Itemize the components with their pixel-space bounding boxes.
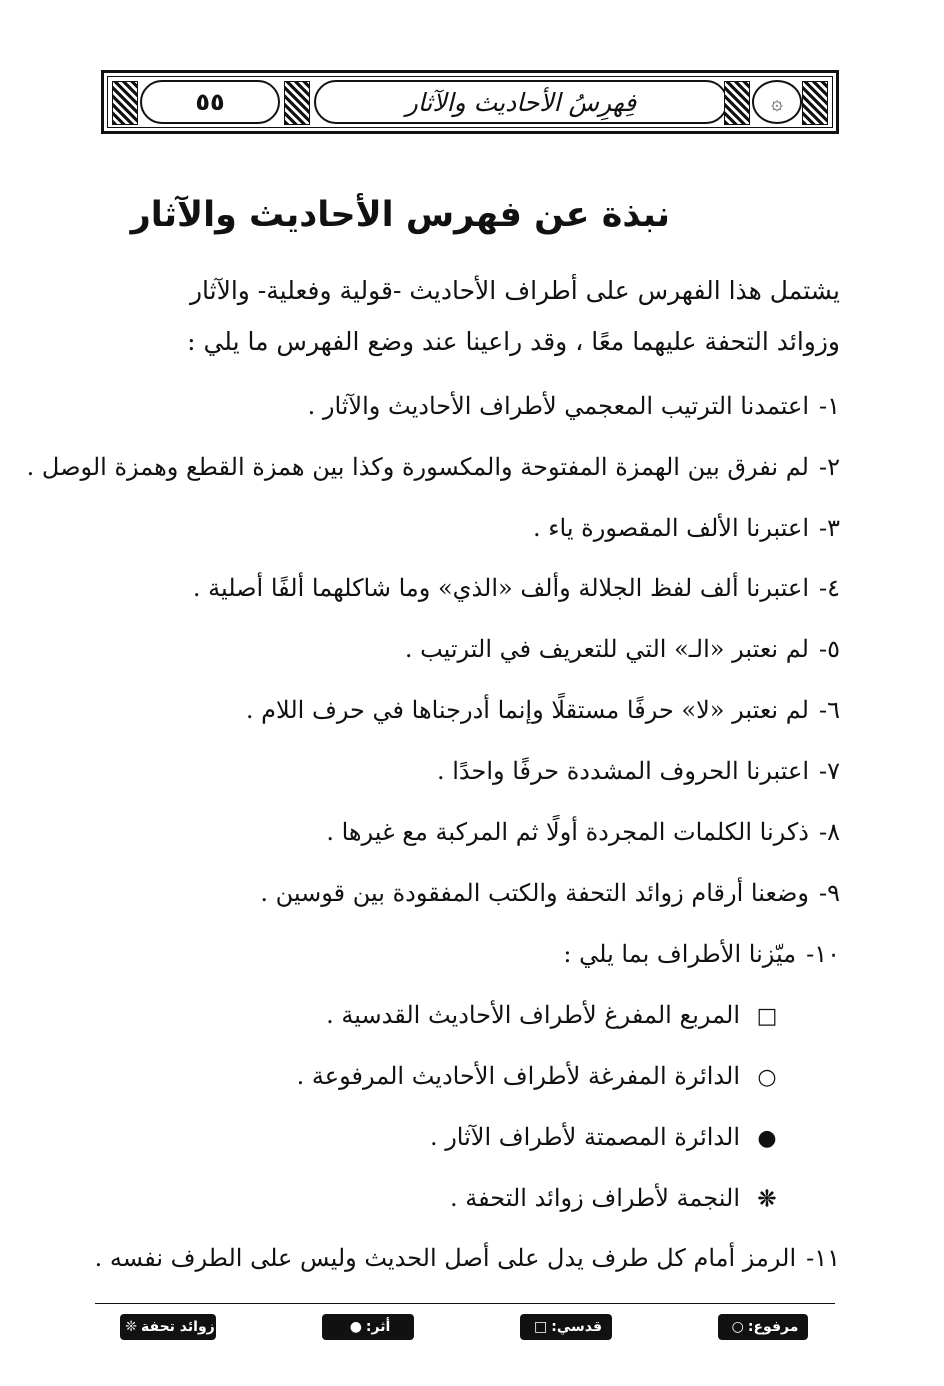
rule-item: ٢-لم نفرق بين الهمزة المفتوحة والمكسورة وكذا بين همزة القطع وهمزة الوصل . <box>26 453 840 481</box>
page-number-cartouche <box>140 80 280 124</box>
footer-divider <box>95 1303 835 1304</box>
empty-circle-icon: ○ <box>731 1319 744 1335</box>
rule-item: ١-اعتمدنا الترتيب المعجمي لأطراف الأحاديث والآثار . <box>307 392 840 420</box>
symbol-legend-item: ❊النجمة لأطراف زوائد التحفة . <box>180 1178 780 1218</box>
page-title: نبذة عن فهرس الأحاديث والآثار <box>130 195 670 235</box>
running-header <box>101 70 839 134</box>
rule-item: ١٠-ميّزنا الأطراف بما يلي : <box>563 940 840 968</box>
rule-item: ٤-اعتبرنا ألف لفظ الجلالة وألف «الذي» وما شاكلهما ألفًا أصلية . <box>192 574 840 602</box>
empty-circle-icon: ○ <box>757 1064 777 1090</box>
symbol-legend-item: ○الدائرة المفرغة لأطراف الأحاديث المرفوعة . <box>180 1056 780 1096</box>
running-title: فِهرِسُ الأحاديث والآثار <box>405 87 637 117</box>
page-number: ٥٥ <box>195 88 225 116</box>
ornament-right-inner <box>724 81 750 125</box>
rule-item: ٧-اعتبرنا الحروف المشددة حرفًا واحدًا . <box>436 757 840 785</box>
filled-circle-icon: ● <box>757 1125 777 1151</box>
book-emblem-icon: ۞ <box>771 90 783 114</box>
intro-line-1: يشتمل هذا الفهرس على أطراف الأحاديث -قولية وفعلية- والآثار <box>189 276 840 305</box>
symbol-legend-item: □المربع المفرغ لأطراف الأحاديث القدسية . <box>180 995 780 1035</box>
book-emblem <box>752 80 802 124</box>
star-icon: ❊ <box>757 1186 777 1212</box>
footer-legend-qudsi: قدسي: □ <box>520 1314 612 1340</box>
rule-item: ١١-الرمز أمام كل طرف يدل على أصل الحديث وليس على الطرف نفسه . <box>94 1244 840 1272</box>
footer-legend-zawaid: زوائد تحفة ❊ <box>120 1314 216 1340</box>
rule-item: ٩-وضعنا أرقام زوائد التحفة والكتب المفقودة بين قوسين . <box>260 879 840 907</box>
ornament-left-inner <box>284 81 310 125</box>
rule-item: ٨-ذكرنا الكلمات المجردة أولًا ثم المركبة مع غيرها . <box>326 818 840 846</box>
intro-line-2: وزوائد التحفة عليهما معًا ، وقد راعينا عند وضع الفهرس ما يلي : <box>187 327 840 356</box>
rule-item: ٣-اعتبرنا الألف المقصورة ياء . <box>532 514 840 542</box>
footer-legend-marfu: مرفوع: ○ <box>718 1314 808 1340</box>
filled-circle-icon: ● <box>349 1319 362 1335</box>
ornament-left-outer <box>112 81 138 125</box>
running-title-cartouche <box>314 80 728 124</box>
rule-item: ٦-لم نعتبر «لا» حرفًا مستقلًا وإنما أدرجناها في حرف اللام . <box>245 696 840 724</box>
star-icon: ❊ <box>125 1319 138 1335</box>
ornament-right-outer <box>802 81 828 125</box>
symbol-legend-item: ●الدائرة المصمتة لأطراف الآثار . <box>180 1117 780 1157</box>
empty-square-icon: □ <box>533 1319 548 1335</box>
empty-square-icon: □ <box>756 1003 778 1029</box>
footer-legend-athar: أثر: ● <box>322 1314 414 1340</box>
rule-item: ٥-لم نعتبر «الـ» التي للتعريف في الترتيب . <box>404 635 840 663</box>
